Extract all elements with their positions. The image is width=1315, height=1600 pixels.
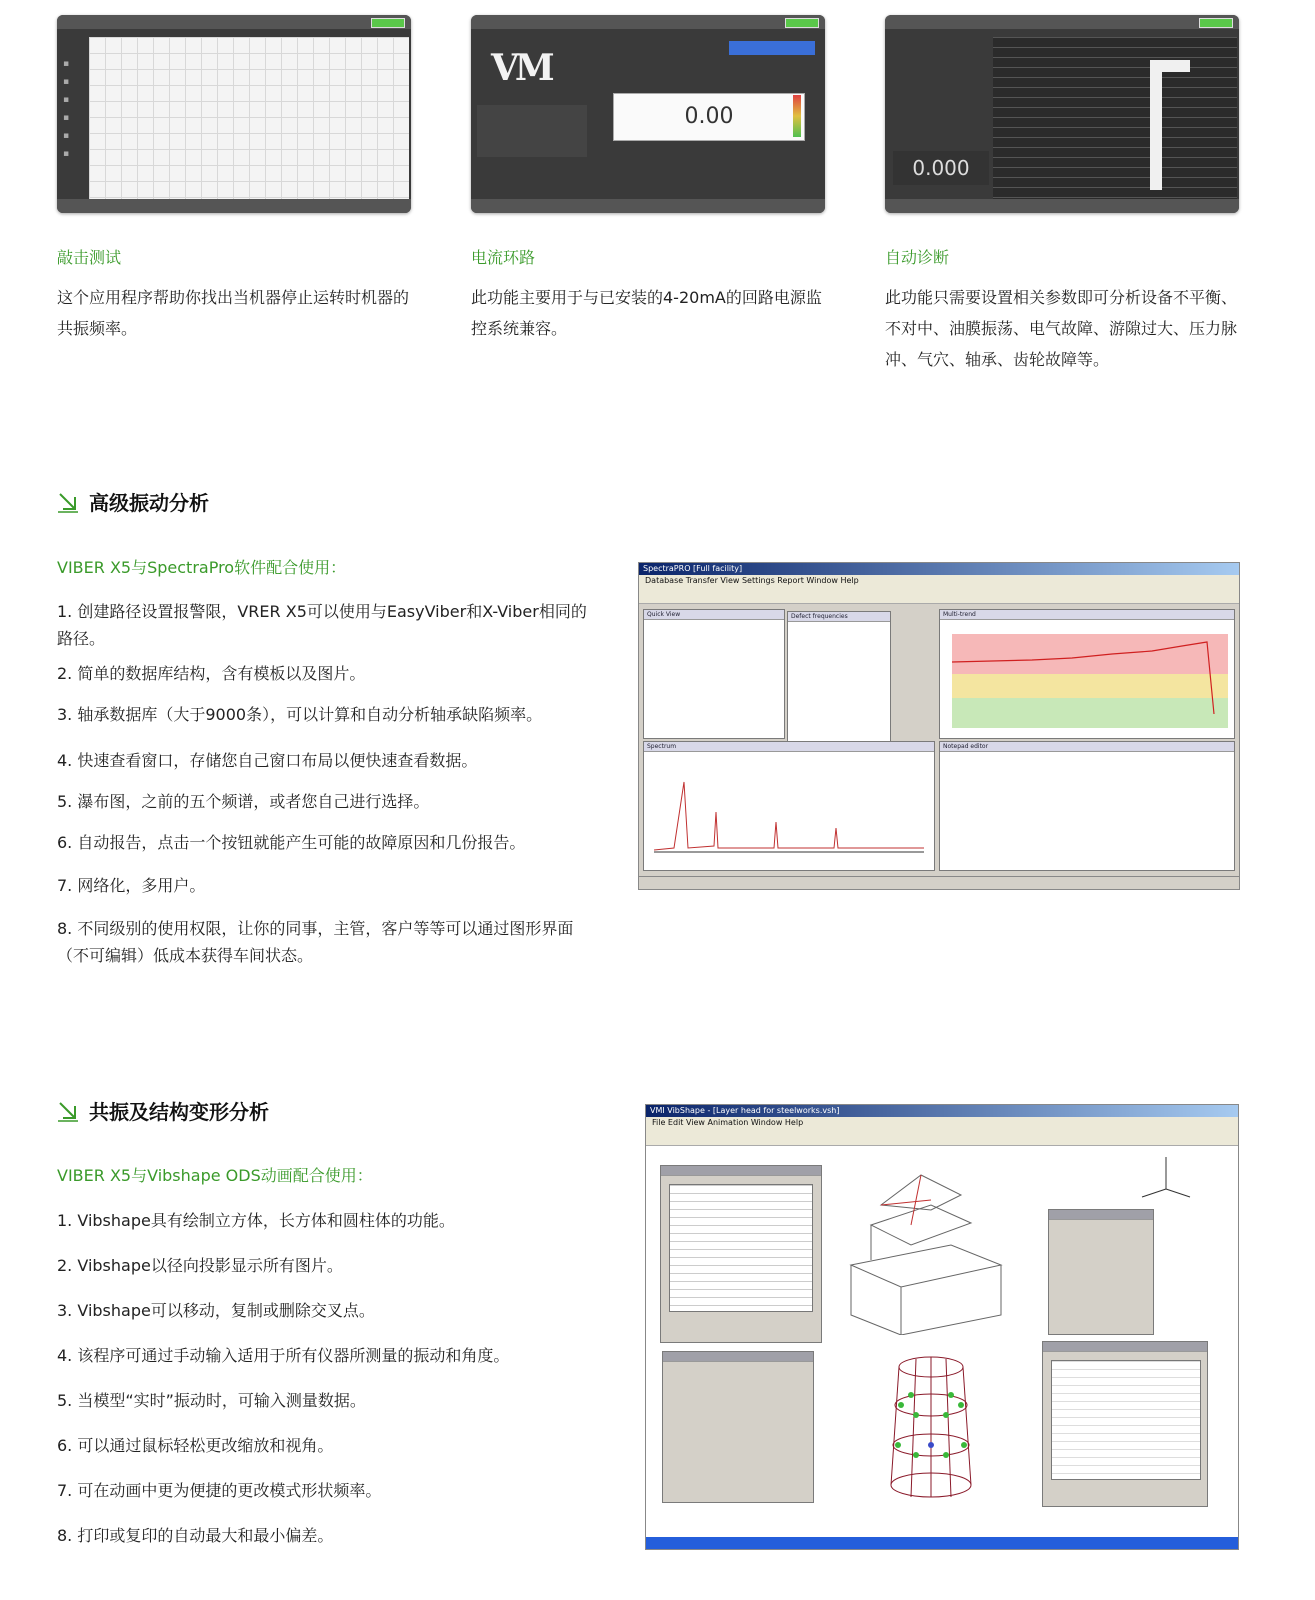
list-item: 8. 打印或复印的自动最大和最小偏差。	[57, 1526, 334, 1545]
list-item: 8. 不同级别的使用权限，让你的同事，主管，客户等等可以通过图形界面（不可编辑）低成本获得车间状态。	[57, 919, 574, 965]
feature-auto-diagnosis	[885, 15, 1239, 375]
feature-desc: 这个应用程序帮助你找出当机器停止运转时机器的共振频率。	[57, 288, 410, 338]
list-item: 2. Vibshape以径向投影显示所有图片。	[57, 1256, 343, 1275]
section-title: 共振及结构变形分析	[89, 1100, 269, 1124]
list-item: 2. 简单的数据库结构，含有模板以及图片。	[57, 664, 366, 683]
feature-current-loop	[471, 15, 825, 344]
current-loop-screenshot	[471, 15, 825, 213]
list-item: 5. 当模型“实时”振动时，可输入测量数据。	[57, 1391, 366, 1410]
feature-list	[57, 598, 597, 969]
list-item: 6. 自动报告，点击一个按钮就能产生可能的故障原因和几份报告。	[57, 833, 526, 852]
list-item: 1. 创建路径设置报警限，VRER X5可以使用与EasyViber和X-Viber相同的路径。	[57, 602, 587, 648]
vibshape-screenshot	[645, 1104, 1239, 1550]
section-subtitle: VIBER X5与Vibshape ODS动画配合使用：	[57, 1166, 373, 1185]
section-title: 高级振动分析	[89, 491, 209, 515]
feature-title: 敲击测试	[57, 248, 122, 267]
vm-logo: VM	[491, 47, 551, 89]
list-item: 1. Vibshape具有绘制立方体，长方体和圆柱体的功能。	[57, 1211, 455, 1230]
level-bar	[793, 95, 801, 137]
taskbar	[646, 1537, 1238, 1549]
spectrapro-screenshot: SpectraPRO [Full facility] Database Transfer View Settings Report Window Help Quick View Defect frequencies Multi-trend Spectrum Notepad editor	[638, 562, 1240, 890]
feature-title: 自动诊断	[885, 248, 950, 267]
battery-icon	[371, 18, 405, 28]
section-subtitle: VIBER X5与SpectraPro软件配合使用：	[57, 558, 347, 577]
arrow-down-right-icon	[57, 491, 79, 513]
menu-bar: Database Transfer View Settings Report Window Help	[639, 575, 1239, 587]
window-title: VMI VibShape - [Layer head for steelworks.vsh]	[646, 1105, 1238, 1117]
auto-diagnosis-screenshot	[885, 15, 1239, 213]
menu-bar: File Edit View Animation Window Help	[646, 1117, 1238, 1129]
list-item: 6. 可以通过鼠标轻松更改缩放和视角。	[57, 1436, 334, 1455]
feature-title: 电流环路	[471, 248, 536, 267]
list-item: 7. 网络化，多用户。	[57, 876, 206, 895]
axis-icon	[1136, 1153, 1196, 1203]
list-item: 7. 可在动画中更为便捷的更改模式形状频率。	[57, 1481, 382, 1500]
section-heading	[57, 1096, 269, 1125]
battery-icon	[785, 18, 819, 28]
toolbar	[646, 1129, 1238, 1146]
section-heading	[57, 487, 209, 516]
battery-icon	[1199, 18, 1233, 28]
list-item: 4. 该程序可通过手动输入适用于所有仪器所测量的振动和角度。	[57, 1346, 510, 1365]
readout-value: 0.00	[613, 93, 805, 141]
list-item: 5. 瀑布图，之前的五个频谱，或者您自己进行选择。	[57, 792, 430, 811]
list-item: 3. 轴承数据库（大于9000条），可以计算和自动分析轴承缺陷频率。	[57, 705, 543, 724]
feature-desc: 此功能主要用于与已安装的4-20mA的回路电源监控系统兼容。	[471, 288, 822, 338]
window-title: SpectraPRO [Full facility]	[639, 563, 1239, 575]
arrow-down-right-icon	[57, 1100, 79, 1122]
list-item: 4. 快速查看窗口，存储您自己窗口布局以便快速查看数据。	[57, 751, 478, 770]
readout-value: 0.000	[893, 151, 989, 185]
feature-desc: 此功能只需要设置相关参数即可分析设备不平衡、不对中、油膜振荡、电气故障、游隙过大、压力脉冲、气穴、轴承、齿轮故障等。	[885, 288, 1238, 369]
feature-impact-test	[57, 15, 411, 344]
list-item: 3. Vibshape可以移动，复制或删除交叉点。	[57, 1301, 375, 1320]
toolbar	[639, 587, 1239, 604]
impact-test-screenshot: ▪ ▪ ▪ ▪ ▪ ▪	[57, 15, 411, 213]
feature-list	[57, 1207, 597, 1549]
